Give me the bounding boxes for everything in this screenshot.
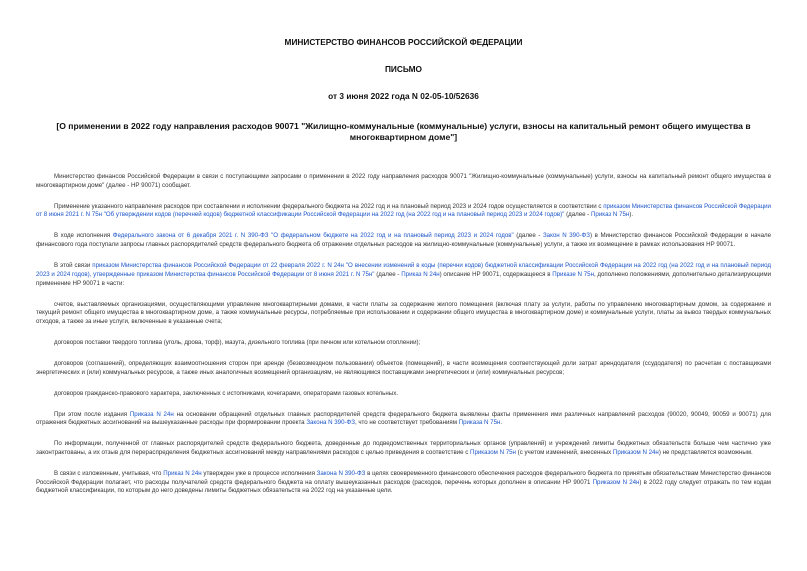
document-link[interactable]: Приказ N 24н <box>401 270 440 278</box>
paragraph <box>36 411 771 428</box>
paragraph-text: (далее - <box>374 270 402 278</box>
document-link[interactable]: приказом Министерства финансов Российской Федерации от 8 июня 2021 г. N 75н "Об утверждении кодов (перечней кодов) бюджетной классификации Российской Федерации на 2022 год (на 2022 год и на плановый период 2023 и 2024 годов)" <box>36 202 771 219</box>
paragraph-text: Министерство финансов Российской Федерации в связи с поступающими запросами о применении в 2022 году направления расходов 90071 "Жилищно-коммунальные (коммунальные) услуги, взносы на капитальный ремонт общего имущества в многоквартирном доме" (далее - НР 90071) сообщает. <box>36 173 771 189</box>
paragraph-text: (далее - <box>564 211 591 219</box>
paragraph <box>36 262 771 288</box>
paragraph <box>36 301 771 327</box>
document-link[interactable]: Закон N 390-ФЗ <box>542 232 590 240</box>
paragraph-text: ). <box>629 211 634 219</box>
paragraph <box>36 440 771 457</box>
paragraph <box>36 339 771 348</box>
paragraph-text: на основании обращений отдельных главных распорядителей средств федерального бюджета выявлены факты применения ими различных направлений расходов (90020, 90049, 90059 и 90071) для отражения бюджетных ассигнований на вышеуказанные расходы при формировании проекта <box>36 410 771 427</box>
paragraph <box>36 390 771 399</box>
document-link[interactable]: Приказ N 75н <box>590 211 630 219</box>
document-link[interactable]: Приказом N 24н <box>612 449 659 457</box>
paragraph-text: договоров гражданско-правового характера, заключенных с истопниками, кочегарами, операторами газовых котельных. <box>54 389 398 397</box>
paragraph <box>36 470 771 496</box>
document-link[interactable]: Федерального закона от 6 декабря 2021 г. N 390-ФЗ "О федеральном бюджете на 2022 год и на плановый период 2023 и 2024 годов" <box>112 232 514 240</box>
document-title: [О применении в 2022 году направления расходов 90071 "Жилищно-коммунальные (коммунальные) услуги, взносы на капитальный ремонт общего имущества в многоквартирном доме"] <box>56 121 751 142</box>
document-link[interactable]: приказом Министерства финансов Российской Федерации от 22 февраля 2022 г. N 24н "О внесении изменений в коды (перечни кодов) бюджетной классификации Российской Федерации на 2022 год (на 2022 год и на плановый период 2023 и 2024 годов), утвержденные приказом Министерства финансов Российской Федерации от 8 июня 2021 г. N 75н" <box>36 262 772 278</box>
paragraph-text: . <box>500 419 503 427</box>
document-type: ПИСЬМО <box>384 64 423 74</box>
paragraph-text: В этой связи <box>54 262 93 270</box>
paragraph-text: В связи с изложенным, учитывая, что <box>54 470 164 478</box>
paragraph-text: утвержден уже в процессе исполнения <box>201 470 317 478</box>
paragraph <box>36 203 771 220</box>
paragraph <box>36 360 771 377</box>
paragraph-text: договоров (соглашений), определяющих взаимоотношения сторон при аренде (безвозмездном пользовании) объектов (помещений), в части возмещения соответствующей доли затрат арендодателя (ссудодателя) по расчетам с поставщиками энергетических и (или) коммунальных ресурсов, а также иных аналогичных возмещений организациям, не являющимся поставщиками энергетических и (или) коммунальных ресурсов; <box>36 359 771 376</box>
document-body <box>36 173 771 496</box>
document-link[interactable]: Приказ N 24н <box>163 470 202 478</box>
paragraph-text: договоров поставки твердого топлива (уголь, дрова, торф), мазута, дизельного топлива (при печном или котельном отоплении); <box>54 338 421 346</box>
document-link[interactable]: Закона N 390-ФЗ <box>306 419 355 427</box>
paragraph <box>36 173 771 190</box>
paragraph-text: ) в Министерство финансов Российской Федерации в начале финансового года поступали запросы главных распорядителей средств федерального бюджета об отражении отдельных расходов на жилищно-коммунальные (коммунальные) услуги, а также их возмещение в рамках использования НР 90071. <box>36 232 772 249</box>
paragraph-text: ) описание НР 90071, содержащееся в <box>439 270 553 278</box>
paragraph-text: , что не соответствует требованиям <box>354 419 459 427</box>
paragraph <box>36 232 771 249</box>
document-link[interactable]: Приказа N 24н <box>129 410 174 418</box>
paragraph-text: (с учетом изменений, внесенных <box>515 449 613 457</box>
document-link[interactable]: Приказом N 75н <box>470 449 516 457</box>
paragraph-text: (далее - <box>513 232 543 240</box>
document-link[interactable]: Приказе N 75н <box>552 270 594 278</box>
paragraph-text: ) в 2022 году следует отражать по тем кодам бюджетной классификации, по которым до него доведены лимиты бюджетных обязательств на 2022 год на указанные цели. <box>36 478 771 495</box>
paragraph-text: , дополнено положениями, дополнительно детализирующими применение НР 90071 в части: <box>36 270 772 287</box>
document-link[interactable]: Приказа N 75н <box>458 419 501 427</box>
paragraph-text: ) не представляется возможным. <box>658 449 753 457</box>
paragraph-text: в целях своевременного финансового обеспечения расходов федерального бюджета по принятым обязательствам Министерство финансов Российской Федерации полагает, что расходы получателей средств федерального бюджета на оплату вышеуказанных расходов (расходов, перечень которых дополнен в описании НР 90071 <box>36 470 772 486</box>
paragraph-text: В ходе исполнения <box>54 232 113 240</box>
document-link[interactable]: Приказом N 24н <box>592 478 640 486</box>
paragraph-text: счетов, выставляемых организациями, осуществляющими управление многоквартирными домами, в части платы за содержание жилого помещения (включая плату за услуги, работы по управлению многоквартирным домом, за содержание и текущий ремонт общего имущества в многоквартирном доме, а также коммунальные ресурсы, потребляемые при использовании и содержании общего имущества в многоквартирном доме) и коммунальные услуги, платы за вывоз твердых коммунальных отходов, а также за иные услуги, включенные в указанные счета; <box>36 300 771 325</box>
paragraph-text: При этом после издания <box>54 410 130 418</box>
paragraph-text: По информации, полученной от главных распорядителей средств федерального бюджета, доведенные до подведомственных территориальных органов (управлений) и учреждений лимиты бюджетных обязательств больше чем частично уже законтрактованы, а их отзыв для перераспределения бюджетных ассигнований между направлениями расходов с целью приведения в соответствие с <box>36 440 771 457</box>
paragraph-text: Применение указанного направления расходов при составлении и исполнении федерального бюджета на 2022 год и на плановый период 2023 и 2024 годов осуществляется в соответствии с <box>54 202 604 210</box>
document-date-number: от 3 июня 2022 года N 02-05-10/52636 <box>328 91 479 101</box>
ministry-heading: МИНИСТЕРСТВО ФИНАНСОВ РОССИЙСКОЙ ФЕДЕРАЦИИ <box>284 37 523 47</box>
document-link[interactable]: Закона N 390-ФЗ <box>316 470 366 478</box>
